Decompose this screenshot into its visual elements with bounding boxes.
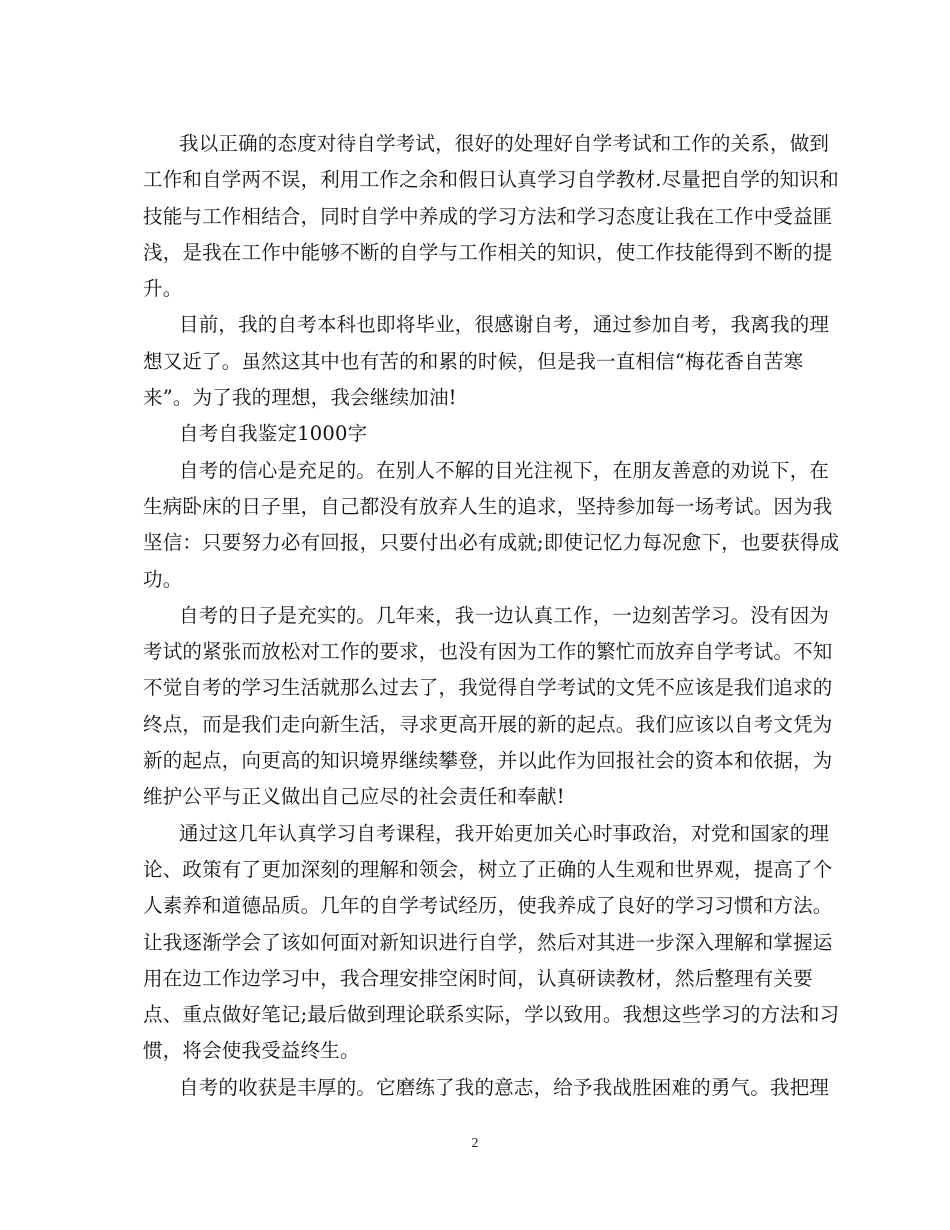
text-line: 新的起点，向更高的知识境界继续攀登，并以此作为回报社会的资本和依据，为 bbox=[143, 749, 833, 773]
text-line: 点、重点做好笔记;最后做到理论联系实际，学以致用。我想这些学习的方法和习 bbox=[143, 1003, 840, 1027]
text-line: 自考自我鉴定1000字 bbox=[179, 422, 368, 446]
text-line: 升。 bbox=[143, 277, 183, 301]
text-line: 终点，而是我们走向新生活，寻求更高开展的新的起点。我们应该以自考文凭为 bbox=[143, 712, 833, 736]
text-line: 工作和自学两不误，利用工作之余和假日认真学习自学教材.尽量把自学的知识和 bbox=[143, 168, 839, 192]
text-line: 功。 bbox=[143, 567, 183, 591]
text-line: 不觉自考的学习生活就那么过去了，我觉得自学考试的文凭不应该是我们追求的 bbox=[143, 676, 833, 700]
text-line: 坚信：只要努力必有回报，只要付出必有成就;即使记忆力每况愈下，也要获得成 bbox=[143, 531, 840, 555]
text-line: 自考的信心是充足的。在别人不解的目光注视下，在朋友善意的劝说下，在 bbox=[179, 458, 830, 482]
text-line: 考试的紧张而放松对工作的要求，也没有因为工作的繁忙而放弃自学考试。不知 bbox=[143, 640, 833, 664]
text-line: 用在边工作边学习中，我合理安排空闲时间，认真研读教材，然后整理有关要 bbox=[143, 966, 813, 990]
text-line: 我以正确的态度对待自学考试，很好的处理好自学考试和工作的关系，做到 bbox=[179, 132, 830, 155]
text-line: 人素养和道德品质。几年的自学考试经历，使我养成了良好的学习习惯和方法。 bbox=[143, 894, 833, 918]
text-line: 论、政策有了更加深刻的理解和领会，树立了正确的人生观和世界观，提高了个 bbox=[143, 857, 833, 881]
text-line: 来”。为了我的理想，我会继续加油! bbox=[143, 386, 457, 410]
text-line: 目前，我的自考本科也即将毕业，很感谢自考，通过参加自考，我离我的理 bbox=[179, 313, 830, 337]
text-line: 自考的收获是丰厚的。它磨练了我的意志，给予我战胜困难的勇气。我把理 bbox=[179, 1075, 830, 1099]
text-line: 通过这几年认真学习自考课程，我开始更加关心时事政治，对党和国家的理 bbox=[179, 821, 830, 845]
page-number: 2 bbox=[471, 1136, 479, 1151]
text-line: 自考的日子是充实的。几年来，我一边认真工作，一边刻苦学习。没有因为 bbox=[179, 603, 830, 627]
document-body bbox=[143, 126, 840, 1106]
text-line: 维护公平与正义做出自己应尽的社会责任和奉献! bbox=[143, 785, 565, 809]
text-line: 让我逐渐学会了该如何面对新知识进行自学，然后对其进一步深入理解和掌握运 bbox=[143, 930, 833, 954]
text-line: 技能与工作相结合，同时自学中养成的学习方法和学习态度让我在工作中受益匪 bbox=[143, 204, 833, 228]
text-line: 惯，将会使我受益终生。 bbox=[143, 1039, 360, 1063]
text-line: 生病卧床的日子里，自己都没有放弃人生的追求，坚持参加每一场考试。因为我 bbox=[143, 494, 833, 518]
text-line: 想又近了。虽然这其中也有苦的和累的时候，但是我一直相信“梅花香自苦寒 bbox=[143, 349, 804, 373]
text-line: 浅，是我在工作中能够不断的自学与工作相关的知识，使工作技能得到不断的提 bbox=[143, 240, 833, 264]
